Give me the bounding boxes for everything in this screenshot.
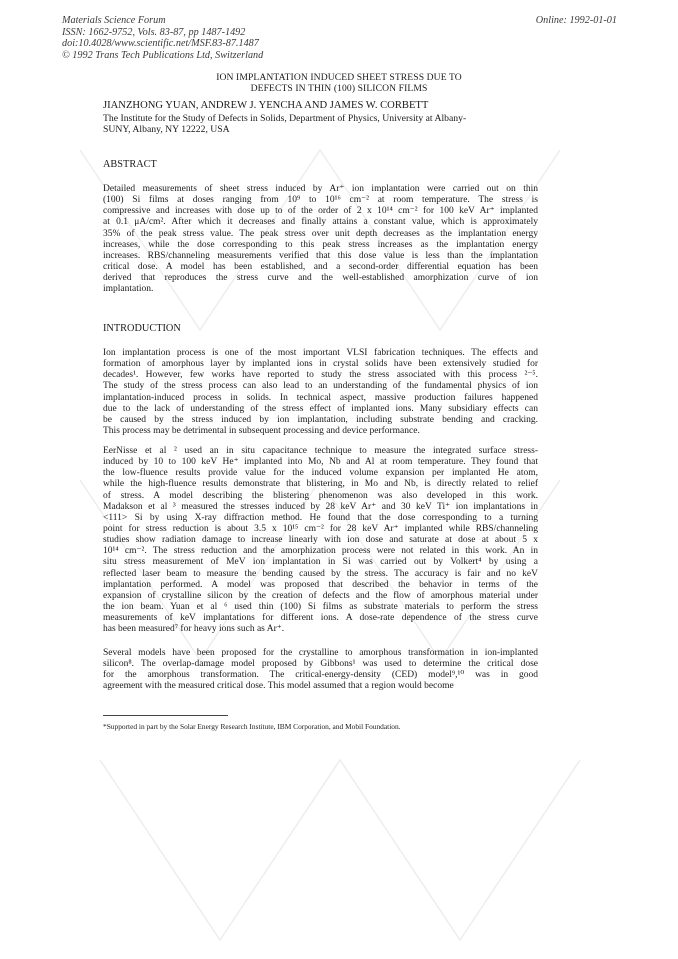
text-line: decades¹. However, few works have reported to study the stress associated with this process ²⁻⁵. [103,370,538,381]
text-line: for the amorphous transformation. The critical-energy-density (CED) model⁹,¹⁰ was in good [103,670,538,681]
text-line: This process may be detrimental in subsequent processing and device performance. [103,425,420,436]
title-line-2: DEFECTS IN THIN (100) SILICON FILMS [250,83,428,94]
text-line: Madakson et al ³ measured the stresses induced by 28 keV Ar⁺ and 30 keV Ti⁺ ion implantations in [103,501,538,512]
affiliation [103,113,538,136]
online-date: Online: 1992-01-01 [535,15,617,26]
intro-paragraph-2 [103,446,538,635]
text-line: at 0.1 μA/cm². After which it decreases and finally attains a constant value, which is approximately [103,217,538,228]
text-line: 35% of the peak stress value. The peak stress over unit depth decreases as the implantation energy [103,228,538,239]
footnote-divider [103,715,228,716]
doi-line[interactable]: doi:10.4028/www.scientific.net/MSF.83-87.1487 [62,38,259,50]
issn-line: ISSN: 1662-9752, Vols. 83-87, pp 1487-1492 [62,26,246,38]
text-line: while the high-fluence results demonstrate that blistering, in Mo and Nb, is directly related to relief [103,479,538,490]
text-line: Ion implantation process is one of the most important VLSI fabrication techniques. The effects and [103,348,538,358]
text-line: EerNisse et al ² used an in situ capacitance technique to measure the integrated surface stress- [103,446,538,456]
journal-name: Materials Science Forum [62,15,166,26]
text-line: agreement with the measured critical dose. This model assumed that a region would become [103,681,454,692]
text-line: increases, while the dose corresponding to this peak stress increases as the implantation energy [103,239,538,250]
text-line: Detailed measurements of sheet stress induced by Ar⁺ ion implantation were carried out on thin [103,184,538,194]
text-line: be caused by the stress induced by ion implantation, including substrate bending and cracking. [103,414,538,425]
text-line: implantation-induced process in solids. In technical aspect, massive production failures happened [103,392,538,403]
text-line: implantation performed. A model was proposed that described the behavior in terms of the [103,579,538,590]
text-line: critical dose. A model has been established, and a second-order differential equation has been [103,261,538,272]
text-line: point for stress reduction is about 3.5 x 10¹⁵ cm⁻² for 28 keV Ar⁺ implanted while RBS/channeling [103,523,538,534]
authors: JIANZHONG YUAN, ANDREW J. YENCHA AND JAMES W. CORBETT [103,100,429,111]
text-line: implantation. [103,284,154,295]
text-line: (100) Si films at doses ranging from 10⁹ to 10¹⁶ cm⁻² at room temperature. The stress is [103,195,538,206]
paper-title [100,72,578,94]
text-line: compressive and increases with dose up to of the order of 2 x 10¹⁴ cm⁻² for 100 keV Ar⁺ implanted [103,206,538,217]
title-line-1: ION IMPLANTATION INDUCED SHEET STRESS DUE TO [216,72,462,83]
intro-paragraph-3 [103,648,538,693]
affiliation-line-2: SUNY, Albany, NY 12222, USA [103,124,230,136]
text-line: The study of the stress process can also lead to an understanding of the fundamental physics of ion [103,381,538,392]
text-line: increases. RBS/channeling measurements verified that this dose value is less than the implantation [103,250,538,261]
text-line: the low-fluence results provide value for the induced volume expansion per implanted He atom, [103,468,538,479]
journal-header [62,15,617,61]
text-line: situ stress measurement of MeV ion implantation in Si was carried out by Volkert⁴ by using a [103,557,538,568]
intro-paragraph-1 [103,348,538,437]
text-line: derived that reproduces the stress curve and the well-established amorphization curve of ion [103,273,538,284]
text-line: measurements of keV implantations for different ions. A dose-rate dependence of the stress curve [103,613,538,624]
text-line: silicon⁸. The overlap-damage model proposed by Gibbons¹ was used to determine the critical dose [103,659,538,670]
abstract-body [103,184,538,295]
copyright-line: © 1992 Trans Tech Publications Ltd, Switzerland [62,49,264,61]
text-line: reflected laser beam to measure the bending caused by the stress. The accuracy is fair and no keV [103,568,538,579]
watermark-mark [100,760,580,940]
text-line: has been measured⁷ for heavy ions such as Ar⁺. [103,624,285,635]
text-line: of stress. A model describing the blistering phenomenon was also developed in this work. [103,490,538,501]
footnote: *Supported in part by the Solar Energy Research Institute, IBM Corporation, and Mobil Foundation. [103,722,401,731]
text-line: studies show radiation damage to increase linearly with ion dose and saturate at dose at about 5 x [103,535,538,546]
text-line: <111> Si by using X-ray diffraction method. He found that the dose corresponding to a turning [103,512,538,523]
text-line: 10¹⁴ cm⁻². The stress reduction and the amorphization process were not related in this work. An in [103,546,538,557]
text-line: expansion of crystalline silicon by the creation of defects and the flow of amorphous material under [103,590,538,601]
text-line: formation of amorphous layer by implanted ions in crystal solids have been extensively studied for [103,359,538,370]
text-line: the ion beam. Yuan et al ⁶ used thin (100) Si films as substrate materials to perform the stress [103,601,538,612]
abstract-heading: ABSTRACT [103,159,157,170]
text-line: Several models have been proposed for the crystalline to amorphous transformation in ion-implanted [103,648,538,658]
text-line: due to the lack of understanding of the stress effect of implanted ions. Many subsidiary effects can [103,403,538,414]
text-line: induced by 10 to 100 keV He⁺ implanted into Mo, Nb and Al at room temperature. They found that [103,457,538,468]
introduction-heading: INTRODUCTION [103,323,181,334]
affiliation-line-1: The Institute for the Study of Defects in Solids, Department of Physics, University at Albany- [103,113,467,124]
